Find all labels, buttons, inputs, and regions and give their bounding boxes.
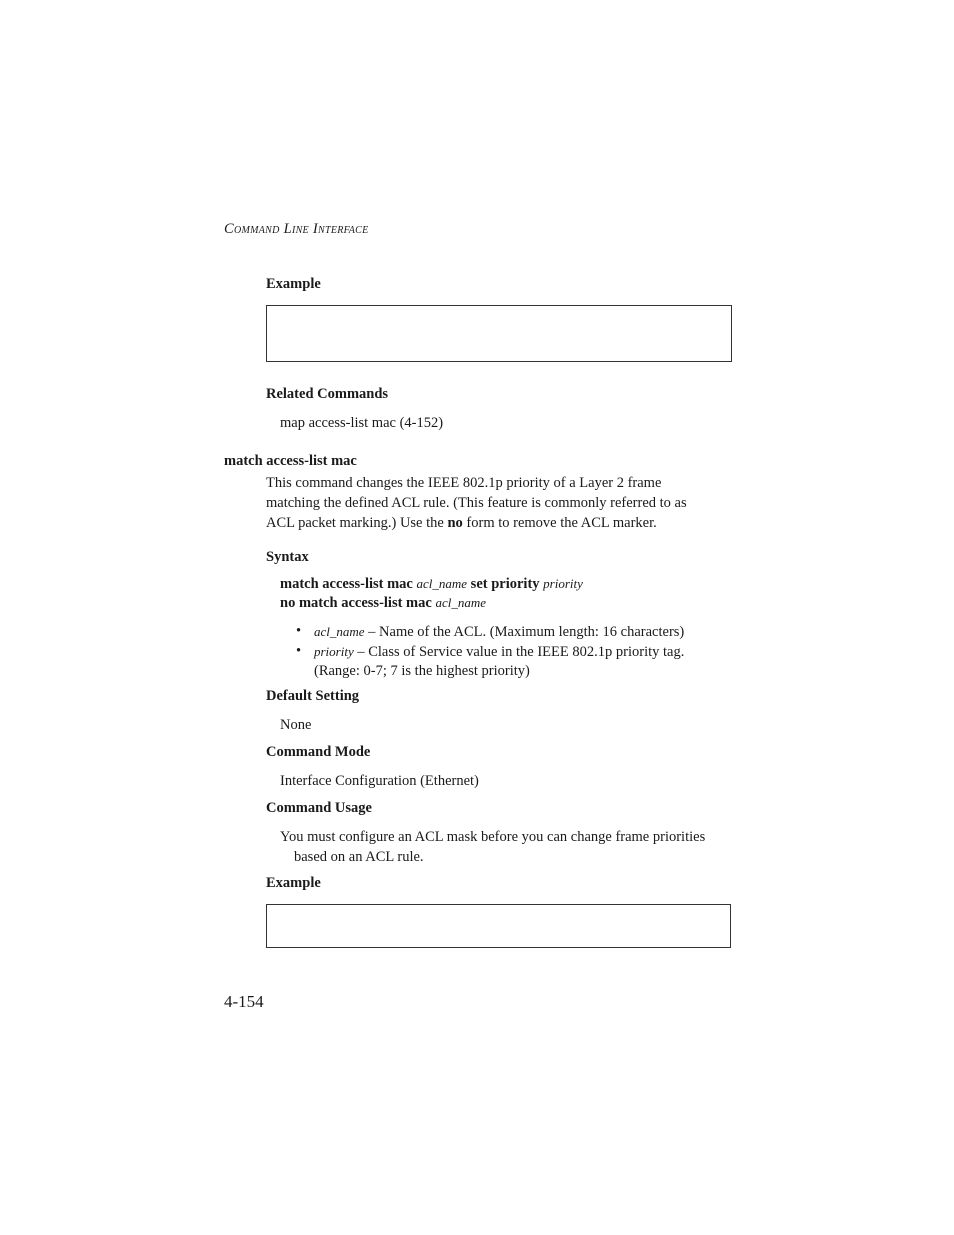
param-name: acl_name xyxy=(314,624,365,639)
bullet-icon: • xyxy=(296,643,302,659)
desc-line-3-a: ACL packet marking.) Use the xyxy=(266,515,448,531)
syntax-cmd-set: set priority xyxy=(470,576,540,592)
desc-line-2: matching the defined ACL rule. (This feature is commonly referred to as xyxy=(266,495,687,511)
param-desc: – Name of the ACL. (Maximum length: 16 characters) xyxy=(364,624,685,640)
parameter-list xyxy=(296,622,716,681)
no-keyword: no xyxy=(447,515,463,531)
syntax-line-2 xyxy=(280,595,486,612)
syntax-cmd: match access-list mac xyxy=(280,576,413,592)
syntax-arg-acl: acl_name xyxy=(416,576,468,591)
example-code-box xyxy=(266,305,732,362)
syntax-line-1 xyxy=(280,576,583,593)
page-number: 4-154 xyxy=(224,992,264,1011)
related-command-link[interactable]: map access-list mac (4-152) xyxy=(280,415,444,431)
desc-line-3-b: form to remove the ACL marker. xyxy=(462,515,657,531)
example-heading: Example xyxy=(266,276,321,292)
running-header: Command Line Interface xyxy=(224,221,369,237)
syntax-no-cmd: no match access-list mac xyxy=(280,595,432,611)
command-title: match access-list mac xyxy=(224,453,357,469)
command-usage-text xyxy=(280,827,730,867)
usage-line-1: You must configure an ACL mask before you can change frame priorities xyxy=(280,829,706,845)
command-description xyxy=(266,473,716,533)
param-name: priority xyxy=(314,644,354,659)
param-desc-cont: (Range: 0-7; 7 is the highest priority) xyxy=(314,663,530,679)
command-mode-heading: Command Mode xyxy=(266,744,371,760)
desc-line-3 xyxy=(266,513,716,533)
example-heading-2: Example xyxy=(266,875,321,891)
param-priority xyxy=(296,642,716,681)
command-usage-heading: Command Usage xyxy=(266,800,372,816)
desc-line-1: This command changes the IEEE 802.1p priority of a Layer 2 frame xyxy=(266,475,662,491)
bullet-icon: • xyxy=(296,623,302,639)
example-code-box-2 xyxy=(266,904,731,948)
param-acl-name xyxy=(296,622,716,642)
syntax-arg-priority: priority xyxy=(543,576,583,591)
default-setting-heading: Default Setting xyxy=(266,688,360,704)
command-mode-value: Interface Configuration (Ethernet) xyxy=(280,773,479,789)
param-desc: – Class of Service value in the IEEE 802.1p priority tag. xyxy=(353,644,685,660)
syntax-no-arg: acl_name xyxy=(435,595,486,610)
default-setting-value: None xyxy=(280,717,312,733)
related-commands-heading: Related Commands xyxy=(266,386,389,402)
usage-line-2: based on an ACL rule. xyxy=(294,849,424,865)
syntax-heading: Syntax xyxy=(266,549,309,565)
